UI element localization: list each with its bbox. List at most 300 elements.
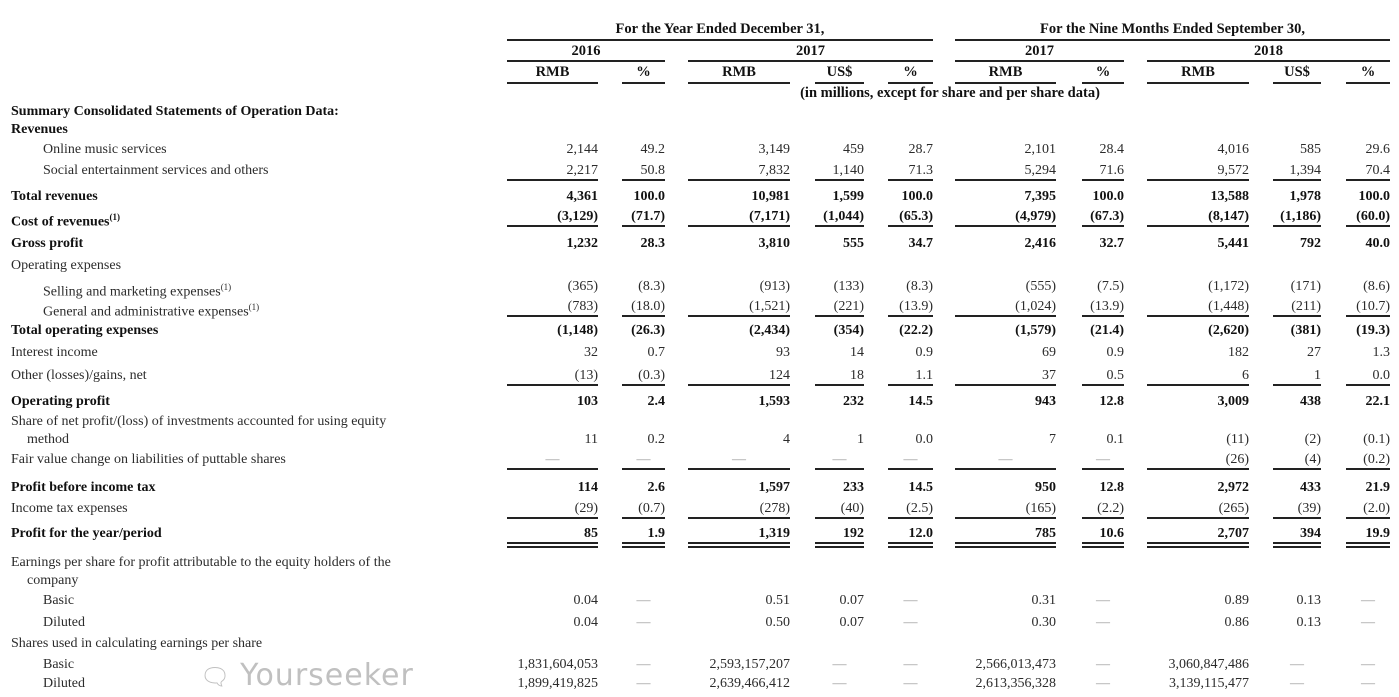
table-cell: (783) [567,299,598,314]
underline-rule [1273,315,1321,317]
table-cell: 71.3 [908,163,933,178]
underline-rule [955,384,1056,386]
underline-rule [622,225,665,227]
row-label-text: Earnings per share for profit attributable to the equity holders of the [11,555,391,570]
table-cell: — [545,452,560,467]
row-label [11,236,83,252]
table-cell: (18.0) [631,299,665,314]
table-cell: (0.3) [638,368,665,383]
column-header: RMB [1181,64,1215,80]
table-cell: 1,319 [758,526,790,541]
table-cell: 233 [843,480,864,495]
row-label-text: Diluted [43,615,85,630]
table-cell: (2.0) [1363,501,1390,516]
table-cell: (7,171) [749,209,790,224]
rule-line [815,82,864,84]
table-cell: 0.51 [765,593,790,608]
underline-rule [1346,517,1390,519]
underline-rule [1082,517,1124,519]
footnote-marker: (1) [248,302,260,312]
column-header: % [1095,64,1111,80]
table-cell: 29.6 [1365,142,1390,157]
column-header: US$ [826,64,853,80]
table-cell: 40.0 [1365,236,1390,251]
table-cell: 0.50 [765,615,790,630]
table-cell: 49.2 [640,142,665,157]
table-cell: 2,972 [1217,480,1249,495]
row-label [11,480,156,496]
row-label [43,593,74,609]
table-cell: 6 [1242,368,1249,383]
year-header: 2017 [796,43,825,59]
table-cell: 13,588 [1210,189,1249,204]
table-cell: 19.9 [1365,526,1390,541]
table-cell: 18 [850,368,864,383]
table-cell: 28.4 [1099,142,1124,157]
row-label-text: Gross profit [11,236,84,251]
table-cell: 0.89 [1224,593,1249,608]
table-cell: (40) [840,501,864,516]
rule-line [1346,82,1390,84]
row-label [11,414,386,430]
double-underline-rule [507,546,598,548]
underline-rule [1346,179,1390,181]
rule-line [622,82,665,84]
table-cell: 14.5 [908,480,933,495]
table-cell: 2,593,157,207 [709,657,790,672]
underline-rule [1082,468,1124,470]
row-label [43,615,85,631]
table-cell: 28.3 [640,236,665,251]
table-cell: (71.7) [631,209,665,224]
table-cell: 7,832 [758,163,790,178]
table-cell: (0.1) [1363,432,1390,447]
footnote-marker: (1) [220,282,232,292]
group-header-annual: For the Year Ended December 31, [615,21,825,37]
table-cell: (26.3) [631,323,665,338]
table-cell: 3,060,847,486 [1168,657,1249,672]
row-label [11,104,339,120]
table-cell: 1.1 [915,368,933,383]
table-cell: 182 [1228,345,1249,360]
underline-rule [888,517,933,519]
row-label-text: Interest income [11,345,98,360]
table-cell: 0.2 [647,432,665,447]
table-cell: (13) [574,368,598,383]
table-cell: 4,361 [566,189,598,204]
table-cell: 2,613,356,328 [975,676,1056,691]
row-label-text: Total revenues [11,189,98,204]
underline-rule [507,315,598,317]
table-cell: 438 [1300,394,1321,409]
table-cell: 1 [857,432,864,447]
double-underline-rule [1273,546,1321,548]
double-underline-rule [1273,542,1321,544]
double-underline-rule [622,542,665,544]
table-cell: 1,593 [758,394,790,409]
rule-line [888,82,933,84]
table-cell: 14.5 [908,394,933,409]
table-cell: 11 [584,432,598,447]
table-cell: (265) [1218,501,1249,516]
underline-rule [888,225,933,227]
table-cell: (555) [1025,279,1056,294]
row-label [43,657,74,673]
table-cell: 100.0 [901,189,933,204]
table-cell: (133) [833,279,864,294]
table-cell: — [1290,676,1304,691]
double-underline-rule [888,542,933,544]
table-cell: (11) [1226,432,1249,447]
table-cell: 3,810 [758,236,790,251]
underline-rule [622,468,665,470]
double-underline-rule [1346,542,1390,544]
row-label-text: Selling and marketing expenses [43,284,221,300]
table-cell: (8,147) [1208,209,1249,224]
table-cell: (381) [1290,323,1321,338]
table-cell: 0.07 [839,593,864,608]
underline-rule [888,179,933,181]
table-cell: (1,521) [749,299,790,314]
table-cell: (22.2) [899,323,933,338]
table-cell: — [636,657,651,672]
table-cell: (1,186) [1280,209,1321,224]
rule-line [955,39,1390,41]
table-cell: (278) [759,501,790,516]
table-cell: 34.7 [908,236,933,251]
underline-rule [888,315,933,317]
underline-rule [815,315,864,317]
underline-rule [688,315,790,317]
row-label [11,394,110,410]
table-cell: 943 [1035,394,1056,409]
table-cell: (4) [1304,452,1321,467]
column-header: US$ [1284,64,1310,80]
table-cell: 0.04 [573,615,598,630]
row-label-text: Shares used in calculating earnings per share [11,636,263,651]
double-underline-rule [1082,542,1124,544]
table-cell: 1,140 [832,163,864,178]
underline-rule [1346,468,1390,470]
double-underline-rule [1147,542,1249,544]
table-cell: 2.6 [647,480,665,495]
table-cell: — [1096,676,1110,691]
row-label [43,299,259,321]
table-cell: 0.04 [573,593,598,608]
table-cell: (2.2) [1097,501,1124,516]
underline-rule [888,384,933,386]
table-cell: (1,172) [1208,279,1249,294]
table-cell: 103 [577,394,598,409]
table-cell: (221) [833,299,864,314]
underline-rule [1346,315,1390,317]
rule-line [955,82,1056,84]
underline-rule [1273,517,1321,519]
double-underline-rule [1346,546,1390,548]
table-cell: — [1361,615,1375,630]
table-cell: 792 [1300,236,1321,251]
table-cell: — [636,593,651,608]
row-label [43,279,231,301]
table-cell: (0.2) [1363,452,1390,467]
table-cell: 3,149 [758,142,790,157]
underline-rule [1273,384,1321,386]
table-cell: 2,416 [1024,236,1056,251]
underline-rule [888,468,933,470]
table-cell: 3,009 [1217,394,1249,409]
underline-rule [1147,179,1249,181]
underline-rule [955,468,1056,470]
table-cell: 785 [1035,526,1056,541]
underline-rule [1346,225,1390,227]
column-header: % [1360,64,1376,80]
table-cell: — [832,452,847,467]
row-label-text: Share of net profit/(loss) of investments accounted for using equity [11,414,387,429]
table-cell: (1,148) [557,323,598,338]
table-cell: (171) [1290,279,1321,294]
rule-line [955,60,1124,62]
underline-rule [955,179,1056,181]
table-cell: 4,016 [1217,142,1249,157]
underline-rule [1082,179,1124,181]
row-label-text: Cost of revenues [11,214,110,230]
underline-rule [1147,517,1249,519]
table-cell: 4 [783,432,790,447]
table-cell: (365) [567,279,598,294]
table-cell: 0.30 [1031,615,1056,630]
underline-rule [1346,384,1390,386]
row-label [43,142,167,158]
table-cell: 7 [1049,432,1056,447]
table-cell: — [903,615,918,630]
table-cell: (13.9) [1090,299,1124,314]
underline-rule [507,517,598,519]
rule-line [688,82,790,84]
underline-rule [815,517,864,519]
row-label-continuation: company [27,573,79,588]
table-cell: 85 [584,526,598,541]
footnote-marker: (1) [109,212,121,222]
table-cell: 0.13 [1296,593,1321,608]
table-cell: 114 [577,480,598,495]
table-cell: (10.7) [1356,299,1390,314]
table-cell: 27 [1307,345,1321,360]
table-cell: 50.8 [640,163,665,178]
table-cell: 100.0 [1358,189,1390,204]
table-cell: 0.31 [1031,593,1056,608]
table-cell: 28.7 [908,142,933,157]
table-cell: (2) [1304,432,1321,447]
rule-line [1147,60,1390,62]
table-cell: — [636,615,651,630]
table-cell: 5,294 [1024,163,1056,178]
table-cell: 1,899,419,825 [517,676,598,691]
table-cell: 1 [1314,368,1321,383]
table-cell: — [1361,676,1375,691]
table-cell: (8.3) [906,279,933,294]
underline-rule [507,384,598,386]
table-cell: (8.3) [638,279,665,294]
row-label [11,452,286,468]
table-cell: (7.5) [1097,279,1124,294]
underline-rule [955,225,1056,227]
table-cell: (2,434) [749,323,790,338]
table-cell: (67.3) [1090,209,1124,224]
underline-rule [815,384,864,386]
table-cell: (1,579) [1015,323,1056,338]
table-cell: 585 [1300,142,1321,157]
table-cell: 0.9 [1106,345,1124,360]
table-cell: (26) [1225,452,1249,467]
underline-rule [688,384,790,386]
column-header: RMB [722,64,756,80]
row-label [43,163,268,179]
underline-rule [1147,225,1249,227]
rule-line [1082,82,1124,84]
table-cell: 12.8 [1099,480,1124,495]
underline-rule [622,517,665,519]
table-cell: (19.3) [1356,323,1390,338]
underline-rule [1082,315,1124,317]
table-cell: 232 [843,394,864,409]
table-cell: 2,144 [566,142,598,157]
double-underline-rule [622,546,665,548]
row-label [11,345,98,361]
table-cell: — [1096,452,1110,467]
table-cell: 100.0 [633,189,665,204]
table-cell: 1,978 [1289,189,1321,204]
table-cell: — [1290,657,1304,672]
year-header: 2016 [571,43,601,59]
table-cell: (29) [574,501,598,516]
table-cell: — [1096,593,1110,608]
table-cell: 2,707 [1217,526,1249,541]
table-cell: (0.7) [638,501,665,516]
row-label-text: Basic [43,657,75,672]
row-label [11,258,121,274]
table-cell: 10.6 [1099,526,1124,541]
table-cell: 0.86 [1224,615,1249,630]
underline-rule [688,179,790,181]
table-cell: — [903,657,918,672]
table-cell: (4,979) [1015,209,1056,224]
double-underline-rule [815,546,864,548]
underline-rule [622,179,665,181]
table-cell: 1,597 [758,480,790,495]
table-cell: — [1361,593,1375,608]
column-header: % [903,64,918,80]
table-cell: (165) [1025,501,1056,516]
underline-rule [815,179,864,181]
table-cell: — [903,452,918,467]
table-cell: — [1361,657,1375,672]
underline-rule [1273,225,1321,227]
table-cell: (1,044) [823,209,864,224]
double-underline-rule [688,542,790,544]
table-cell: — [998,452,1013,467]
table-cell: (913) [759,279,790,294]
row-label-text: Diluted [43,676,85,691]
underline-rule [507,468,598,470]
row-label [11,368,147,384]
table-cell: 71.6 [1099,163,1124,178]
row-label [11,636,262,652]
table-cell: 12.0 [908,526,933,541]
table-cell: — [732,452,746,467]
table-cell: 2,217 [566,163,598,178]
underline-rule [622,384,665,386]
table-cell: (21.4) [1090,323,1124,338]
underline-rule [507,225,598,227]
row-label-text: Fair value change on liabilities of puttable shares [11,452,286,467]
double-underline-rule [1082,546,1124,548]
double-underline-rule [955,542,1056,544]
table-cell: 22.1 [1365,394,1390,409]
table-cell: — [1096,657,1110,672]
table-cell: 10,981 [751,189,790,204]
table-cell: 2,566,013,473 [975,657,1056,672]
table-cell: — [832,657,847,672]
row-label [11,526,162,542]
row-label-text: Operating expenses [11,258,122,273]
table-cell: (65.3) [899,209,933,224]
row-label-text: Other (losses)/gains, net [11,368,147,383]
table-cell: (1,448) [1208,299,1249,314]
rule-line [1147,82,1249,84]
row-label-text: Operating profit [11,394,110,409]
table-cell: — [903,676,918,691]
table-cell: 0.7 [647,345,665,360]
table-cell: — [832,676,847,691]
row-label-continuation: method [27,432,69,447]
row-label-text: Total operating expenses [11,323,159,338]
table-cell: 37 [1042,368,1056,383]
underline-rule [815,225,864,227]
row-label-text: Income tax expenses [11,501,128,516]
watermark-text: Yourseeker [240,658,414,693]
watermark-logo [200,659,414,694]
table-cell: 32 [584,345,598,360]
table-cell: 100.0 [1092,189,1124,204]
row-label-text: General and administrative expenses [43,304,249,320]
column-header: RMB [535,64,570,80]
row-label-text: Summary Consolidated Statements of Operation Data: [11,104,339,119]
table-cell: 7,395 [1024,189,1056,204]
underline-rule [1082,225,1124,227]
underline-rule [1273,468,1321,470]
rule-line [507,82,598,84]
table-cell: — [636,452,651,467]
underline-rule [688,517,790,519]
underline-rule [688,225,790,227]
underline-rule [507,179,598,181]
table-cell: 70.4 [1365,163,1390,178]
underline-rule [622,315,665,317]
table-cell: 14 [850,345,864,360]
row-label-text: Revenues [11,122,68,137]
column-header: % [636,64,651,80]
column-header: RMB [988,64,1023,80]
underline-rule [955,517,1056,519]
table-cell: 5,441 [1217,236,1249,251]
underline-rule [1273,179,1321,181]
row-label-text: Profit before income tax [11,480,156,495]
table-cell: — [903,593,918,608]
row-label [11,555,391,571]
double-underline-rule [955,546,1056,548]
table-cell: — [1096,615,1110,630]
table-cell: 21.9 [1365,480,1390,495]
